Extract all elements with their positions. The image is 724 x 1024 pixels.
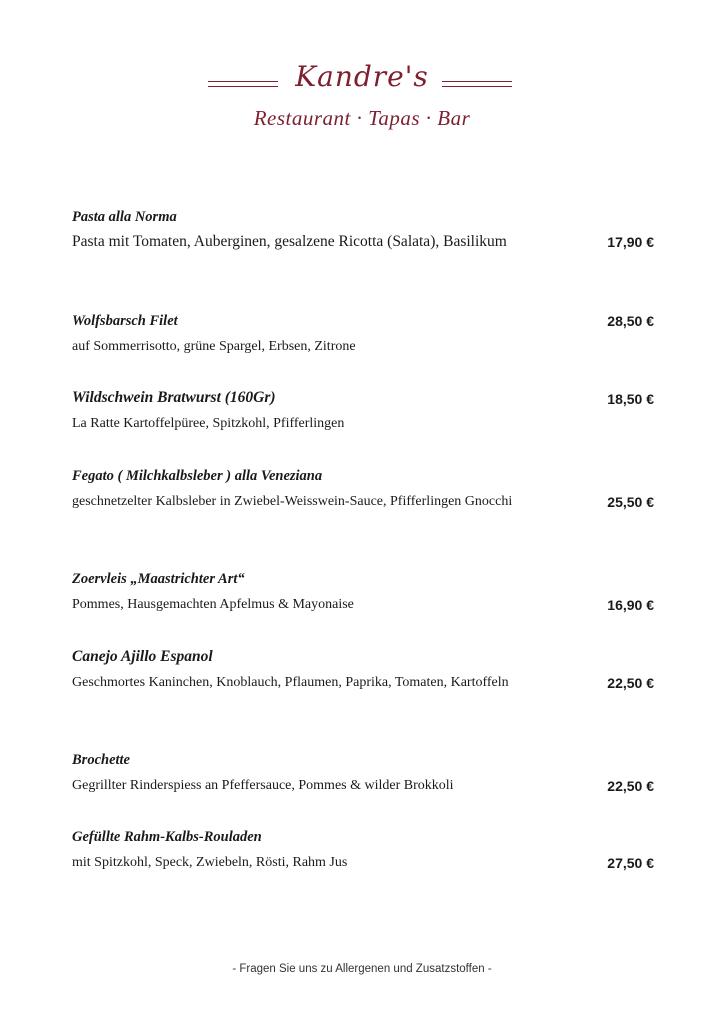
menu-item-title: Pasta alla Norma (72, 209, 177, 225)
menu-item-price: 27,50 € (607, 855, 654, 871)
menu-item-description: Pommes, Hausgemachten Apfelmus & Mayonaise (72, 597, 354, 612)
menu-item-price: 22,50 € (607, 778, 654, 794)
menu-item-title: Brochette (72, 752, 130, 768)
menu-item-title: Canejo Ajillo Espanol (72, 648, 213, 665)
menu-item-title: Fegato ( Milchkalbsleber ) alla Veneziana (72, 468, 323, 484)
allergen-note: - Fragen Sie uns zu Allergenen und Zusatzstoffen - (232, 963, 492, 975)
logo-right-rule (442, 81, 512, 93)
menu-item-price: 18,50 € (607, 391, 654, 407)
menu-item-price: 17,90 € (607, 234, 654, 250)
restaurant-logo (0, 60, 724, 140)
menu-item-title: Wildschwein Bratwurst (160Gr) (72, 389, 276, 406)
menu-item-title: Zoervleis „Maastrichter Art“ (72, 571, 245, 587)
menu-item-description: Geschmortes Kaninchen, Knoblauch, Pflaumen, Paprika, Tomaten, Kartoffeln (72, 675, 509, 690)
menu-item-title: Gefüllte Rahm-Kalbs-Rouladen (72, 829, 262, 845)
logo-script-name: Kandre's (295, 60, 429, 93)
menu-item-price: 25,50 € (607, 494, 654, 510)
menu-item-description: La Ratte Kartoffelpüree, Spitzkohl, Pfifferlingen (72, 416, 345, 431)
menu-item-price: 16,90 € (607, 597, 654, 613)
menu-item-price: 22,50 € (607, 675, 654, 691)
logo-subtitle: Restaurant · Tapas · Bar (253, 106, 471, 130)
menu-item-description: geschnetzelter Kalbsleber in Zwiebel-Weisswein-Sauce, Pfifferlingen Gnocchi (72, 494, 513, 509)
menu-item-title: Wolfsbarsch Filet (72, 313, 178, 329)
menu-item-description: Pasta mit Tomaten, Auberginen, gesalzene Ricotta (Salata), Basilikum (72, 233, 507, 250)
menu-item-price: 28,50 € (607, 313, 654, 329)
menu-item-description: mit Spitzkohl, Speck, Zwiebeln, Rösti, Rahm Jus (72, 855, 348, 870)
menu-item-description: auf Sommerrisotto, grüne Spargel, Erbsen, Zitrone (72, 339, 356, 354)
menu-item-description: Gegrillter Rinderspiess an Pfeffersauce, Pommes & wilder Brokkoli (72, 778, 454, 793)
